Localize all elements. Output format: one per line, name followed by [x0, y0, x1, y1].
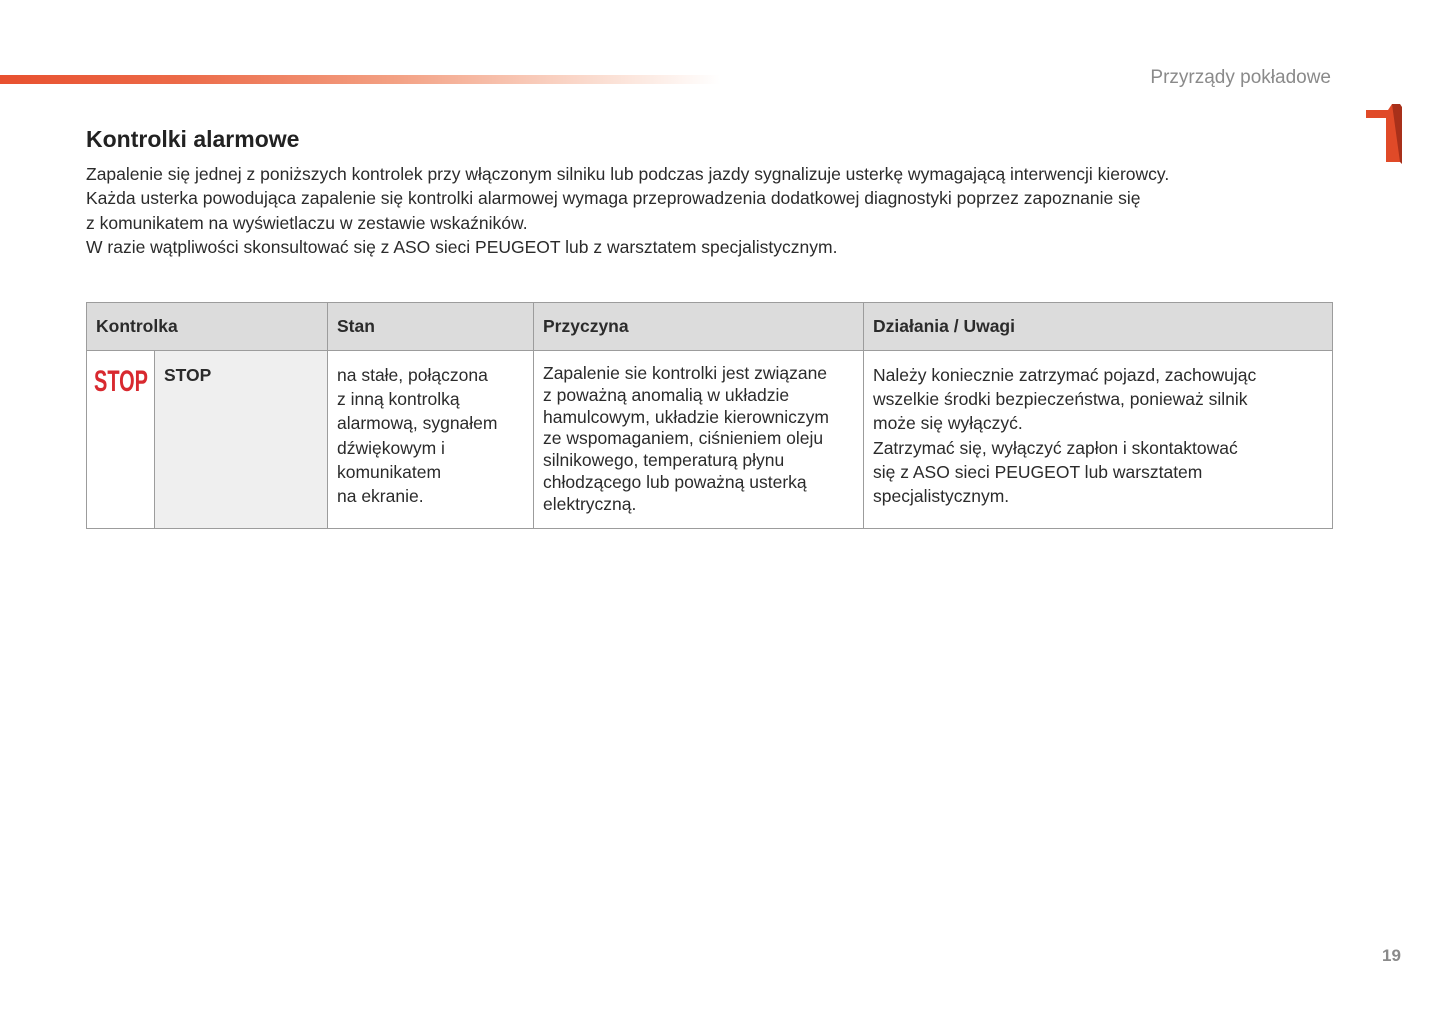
- przyczyna-line: ze wspomaganiem, ciśnieniem oleju: [543, 428, 824, 449]
- przyczyna-line: chłodzącego lub poważną usterką: [543, 471, 807, 492]
- przyczyna-line: elektryczną.: [543, 493, 637, 514]
- column-header-dzialania: Działania / Uwagi: [864, 303, 1333, 351]
- column-header-kontrolka: Kontrolka: [87, 303, 328, 351]
- stan-line: dźwiękowym i: [337, 437, 445, 458]
- stan-line: na ekranie.: [337, 486, 424, 507]
- chapter-number-text: 1: [1382, 136, 1383, 137]
- dzialania-line: Należy koniecznie zatrzymać pojazd, zachowując: [873, 365, 1257, 385]
- intro-line: Każda usterka powodująca zapalenie się kontrolki alarmowej wymaga przeprowadzenia dodatkowej diagnostyki poprzez zapoznanie się: [86, 188, 1141, 209]
- przyczyna-line: Zapalenie sie kontrolki jest związane: [543, 363, 828, 383]
- table-row: [87, 351, 1333, 529]
- warning-icon-cell: [87, 351, 155, 529]
- dzialania-line: może się wyłączyć.: [873, 413, 1023, 434]
- svg-text:STOP: STOP: [94, 365, 148, 398]
- stan-line: z inną kontrolką: [337, 389, 460, 410]
- stan-cell: [328, 351, 534, 529]
- przyczyna-line: hamulcowym, układzie kierowniczym: [543, 406, 829, 427]
- intro-line: z komunikatem na wyświetlaczu w zestawie wskaźników.: [86, 212, 528, 233]
- section-title: Przyrządy pokładowe: [1150, 67, 1331, 88]
- column-header-przyczyna: Przyczyna: [534, 303, 864, 351]
- column-header-stan: Stan: [328, 303, 534, 351]
- table-header-row: [87, 303, 1333, 351]
- intro-line: Zapalenie się jednej z poniższych kontrolek przy włączonym silniku lub podczas jazdy sygnalizuje usterkę wymagającą interwencji kierowcy.: [86, 164, 1170, 184]
- stan-line: na stałe, połączona: [337, 365, 488, 385]
- warning-lights-table: [86, 302, 1333, 529]
- dzialania-line: specjalistycznym.: [873, 486, 1010, 507]
- dzialania-line: wszelkie środki bezpieczeństwa, ponieważ silnik: [873, 389, 1248, 410]
- warning-name: STOP: [155, 351, 328, 529]
- stan-line: komunikatem: [337, 461, 442, 482]
- page-number: 19: [1382, 946, 1401, 965]
- dzialania-line: się z ASO sieci PEUGEOT lub warsztatem: [873, 461, 1203, 482]
- dzialania-cell: [864, 351, 1333, 529]
- chapter-number-badge: [1362, 96, 1402, 168]
- przyczyna-line: z poważną anomalią w układzie: [543, 384, 790, 405]
- stop-warning-icon: [93, 365, 149, 397]
- chapter-number-glyph: [1366, 104, 1402, 164]
- dzialania-line: Zatrzymać się, wyłączyć zapłon i skontaktować: [873, 437, 1238, 458]
- stan-line: alarmową, sygnałem: [337, 413, 498, 434]
- przyczyna-cell: [534, 351, 864, 529]
- page-heading: Kontrolki alarmowe: [86, 126, 300, 152]
- intro-paragraph: [86, 162, 1286, 259]
- przyczyna-line: silnikowego, temperaturą płynu: [543, 450, 785, 471]
- intro-line: W razie wątpliwości skonsultować się z ASO sieci PEUGEOT lub z warsztatem specjalistycznym.: [86, 236, 838, 257]
- header-accent-bar: [0, 75, 720, 84]
